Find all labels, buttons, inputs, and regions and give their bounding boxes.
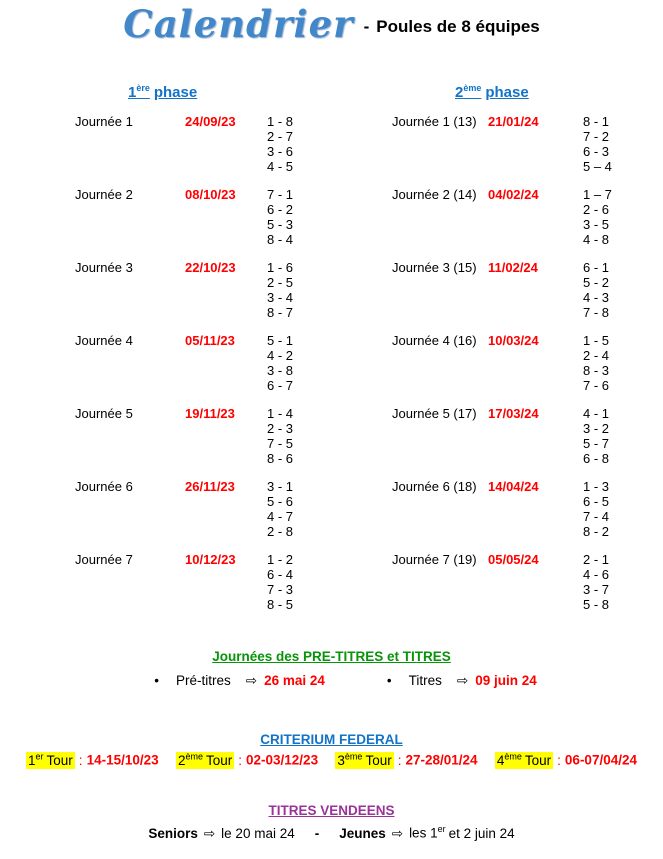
tour-num-suffix: ème xyxy=(504,751,522,761)
match-pair: 8 - 1 xyxy=(583,114,610,129)
match-pair: 3 - 6 xyxy=(267,144,294,159)
tour-highlight xyxy=(26,752,75,769)
match-pair: 6 - 4 xyxy=(267,567,294,582)
journee-date: 11/02/24 xyxy=(488,260,538,275)
match-pair: 8 - 7 xyxy=(267,305,294,320)
phase-1-rest: phase xyxy=(153,84,198,101)
phase-col-2 xyxy=(392,114,612,625)
tour-date: 06-07/04/24 xyxy=(564,752,637,768)
match-pair: 7 - 3 xyxy=(267,582,294,597)
journee-matches xyxy=(267,114,293,174)
phase-2-rest: phase xyxy=(485,84,529,101)
match-pair: 2 - 1 xyxy=(583,552,610,567)
seniors-date: le 20 mai 24 xyxy=(221,825,295,841)
journee-row xyxy=(75,333,293,393)
page-title xyxy=(0,2,663,46)
journee-date: 26/11/23 xyxy=(185,479,235,494)
journee-date: 14/04/24 xyxy=(488,479,539,494)
journee-label: Journée 3 (15) xyxy=(392,260,477,275)
criterium-header: CRITERIUM FEDERAL xyxy=(260,732,403,747)
journee-row xyxy=(75,260,293,320)
phase-1-num: 1 xyxy=(128,84,137,101)
tour-date: 27-28/01/24 xyxy=(405,752,478,768)
match-pair: 1 - 6 xyxy=(267,260,294,275)
journee-date: 05/11/23 xyxy=(185,333,235,348)
match-pair: 4 - 7 xyxy=(267,509,294,524)
tour-num: 3 xyxy=(337,752,345,768)
match-pair: 4 - 8 xyxy=(583,232,610,247)
phase-1-sup: ère xyxy=(136,83,150,93)
journee-label: Journée 6 (18) xyxy=(392,479,477,494)
match-pair: 7 - 5 xyxy=(267,436,294,451)
tour-colon: : xyxy=(557,752,561,768)
journee-row xyxy=(75,187,293,247)
journee-row xyxy=(75,406,293,466)
journee-row xyxy=(392,479,612,539)
criterium-tour xyxy=(176,751,318,768)
match-pair: 6 - 2 xyxy=(267,202,294,217)
journee-label: Journée 1 (13) xyxy=(392,114,477,129)
journee-date: 24/09/23 xyxy=(185,114,236,129)
journee-label: Journée 6 xyxy=(75,479,133,494)
match-pair: 4 - 2 xyxy=(267,348,294,363)
match-pair: 2 - 4 xyxy=(583,348,610,363)
right-arrow-icon: ⇨ xyxy=(391,825,404,842)
match-pair: 5 - 6 xyxy=(267,494,294,509)
journee-matches xyxy=(583,552,609,612)
match-pair: 5 - 8 xyxy=(583,597,610,612)
tour-date: 14-15/10/23 xyxy=(86,752,159,768)
journee-matches xyxy=(267,260,293,320)
journee-row xyxy=(392,260,612,320)
journee-label: Journée 7 xyxy=(75,552,133,567)
match-pair: 8 - 5 xyxy=(267,597,294,612)
match-pair: 2 - 7 xyxy=(267,129,294,144)
match-pair: 8 - 2 xyxy=(583,524,610,539)
phase-2-num: 2 xyxy=(455,84,464,101)
journee-label: Journée 1 xyxy=(75,114,133,129)
match-pair: 6 - 7 xyxy=(267,378,294,393)
journee-date: 17/03/24 xyxy=(488,406,539,421)
journee-matches xyxy=(583,406,609,466)
tour-highlight xyxy=(495,752,553,769)
criterium-tours-row xyxy=(0,751,663,768)
pretitres-item xyxy=(387,673,537,689)
phase-1-header xyxy=(128,83,197,101)
match-pair: 4 - 1 xyxy=(583,406,610,421)
journee-row xyxy=(75,114,293,174)
journee-date: 05/05/24 xyxy=(488,552,539,567)
pretitres-label: Pré-titres xyxy=(176,673,231,688)
journee-row xyxy=(392,333,612,393)
match-pair: 7 - 8 xyxy=(583,305,610,320)
journee-row xyxy=(392,406,612,466)
journee-matches xyxy=(267,406,293,466)
journee-row xyxy=(392,187,612,247)
journee-row xyxy=(392,114,612,174)
jeunes-label: Jeunes xyxy=(339,825,386,841)
match-pair: 8 - 6 xyxy=(267,451,294,466)
tour-word: Tour xyxy=(205,752,233,768)
journee-matches xyxy=(583,114,612,174)
bullet-icon: • xyxy=(386,673,392,688)
journee-matches xyxy=(267,552,293,612)
pretitres-label: Titres xyxy=(408,673,442,688)
journee-date: 21/01/24 xyxy=(488,114,539,129)
match-pair: 7 - 1 xyxy=(267,187,294,202)
match-pair: 3 - 8 xyxy=(267,363,294,378)
title-script: Calendrier xyxy=(123,2,354,46)
journee-label: Journée 2 xyxy=(75,187,133,202)
journee-date: 04/02/24 xyxy=(488,187,539,202)
tour-num-suffix: ème xyxy=(344,751,363,761)
tour-word: Tour xyxy=(524,752,552,768)
match-pair: 1 - 5 xyxy=(583,333,610,348)
match-pair: 6 - 1 xyxy=(583,260,610,275)
tour-num: 4 xyxy=(496,752,505,768)
match-pair: 5 - 7 xyxy=(583,436,610,451)
criterium-tour xyxy=(26,751,159,768)
journee-matches xyxy=(583,333,609,393)
phase-2-header xyxy=(455,83,529,101)
journee-row xyxy=(75,479,293,539)
journee-date: 22/10/23 xyxy=(185,260,236,275)
match-pair: 7 - 4 xyxy=(583,509,610,524)
title-subtitle xyxy=(364,17,540,46)
journee-label: Journée 7 (19) xyxy=(392,552,477,567)
phase-2-sup: ème xyxy=(463,83,482,93)
match-pair: 4 - 5 xyxy=(267,159,294,174)
match-pair: 8 - 3 xyxy=(583,363,610,378)
match-pair: 6 - 5 xyxy=(583,494,610,509)
match-pair: 5 - 2 xyxy=(583,275,610,290)
tour-word: Tour xyxy=(365,752,392,768)
match-pair: 7 - 6 xyxy=(583,378,610,393)
tour-highlight xyxy=(335,752,393,769)
journee-date: 19/11/23 xyxy=(185,406,235,421)
tour-date: 02-03/12/23 xyxy=(246,752,319,768)
tour-colon: : xyxy=(238,752,243,768)
pretitres-items-row xyxy=(14,673,663,689)
journee-matches xyxy=(267,479,293,539)
tour-word: Tour xyxy=(46,752,73,768)
match-pair: 4 - 3 xyxy=(583,290,610,305)
bullet-icon: • xyxy=(154,673,160,688)
pretitres-header: Journées des PRE-TITRES et TITRES xyxy=(212,649,451,664)
journee-date: 10/12/23 xyxy=(185,552,236,567)
tour-num-suffix: ème xyxy=(185,751,203,761)
tour-num-suffix: er xyxy=(35,751,44,761)
journee-label: Journée 2 (14) xyxy=(392,187,477,202)
journee-label: Journée 3 xyxy=(75,260,133,275)
right-arrow-icon: ⇨ xyxy=(203,825,216,842)
match-pair: 1 - 3 xyxy=(583,479,610,494)
tour-colon: : xyxy=(397,752,402,768)
journee-label: Journée 5 (17) xyxy=(392,406,477,421)
pretitres-date: 09 juin 24 xyxy=(475,673,537,688)
match-pair: 2 - 3 xyxy=(267,421,294,436)
match-pair: 2 - 6 xyxy=(583,202,610,217)
titres-vendeens-row xyxy=(0,824,663,842)
journee-matches xyxy=(583,260,609,320)
right-arrow-icon: ⇨ xyxy=(245,673,258,689)
match-pair: 6 - 3 xyxy=(583,144,610,159)
pretitres-item xyxy=(154,673,325,689)
tour-colon: : xyxy=(78,752,83,768)
match-pair: 5 - 3 xyxy=(267,217,294,232)
separator-dash: - xyxy=(314,825,320,841)
journee-matches xyxy=(583,187,612,247)
jeunes-date-sup: er xyxy=(437,824,446,834)
journee-date: 10/03/24 xyxy=(488,333,539,348)
match-pair: 7 - 2 xyxy=(583,129,610,144)
criterium-tour xyxy=(335,751,477,768)
journee-matches xyxy=(267,333,293,393)
phase-col-1 xyxy=(75,114,293,625)
match-pair: 8 - 4 xyxy=(267,232,294,247)
match-pair: 5 – 4 xyxy=(583,159,612,174)
match-pair: 5 - 1 xyxy=(267,333,294,348)
match-pair: 3 - 2 xyxy=(583,421,610,436)
match-pair: 1 – 7 xyxy=(583,187,612,202)
journee-row xyxy=(75,552,293,612)
title-subtitle-text: Poules de 8 équipes xyxy=(376,17,540,36)
journee-label: Journée 4 (16) xyxy=(392,333,477,348)
match-pair: 6 - 8 xyxy=(583,451,610,466)
journee-matches xyxy=(267,187,293,247)
title-dash: - xyxy=(363,17,370,36)
jeunes-date xyxy=(409,824,515,841)
match-pair: 1 - 8 xyxy=(267,114,294,129)
pretitres-date: 26 mai 24 xyxy=(264,673,325,688)
criterium-tour xyxy=(495,751,637,768)
tour-highlight xyxy=(176,752,234,769)
journee-label: Journée 4 xyxy=(75,333,133,348)
tour-num: 1 xyxy=(28,752,36,768)
match-pair: 1 - 4 xyxy=(267,406,294,421)
match-pair: 2 - 5 xyxy=(267,275,294,290)
journee-label: Journée 5 xyxy=(75,406,133,421)
match-pair: 3 - 5 xyxy=(583,217,610,232)
titres-vendeens-header: TITRES VENDEENS xyxy=(268,803,395,818)
jeunes-date-pre: les 1 xyxy=(409,825,438,841)
journee-date: 08/10/23 xyxy=(185,187,236,202)
journee-row xyxy=(392,552,612,612)
match-pair: 4 - 6 xyxy=(583,567,610,582)
tour-num: 2 xyxy=(177,752,186,768)
match-pair: 3 - 1 xyxy=(267,479,294,494)
seniors-label: Seniors xyxy=(148,825,198,841)
right-arrow-icon: ⇨ xyxy=(456,673,469,689)
match-pair: 3 - 4 xyxy=(267,290,294,305)
match-pair: 2 - 8 xyxy=(267,524,294,539)
match-pair: 1 - 2 xyxy=(267,552,294,567)
match-pair: 3 - 7 xyxy=(583,582,610,597)
jeunes-date-post: et 2 juin 24 xyxy=(448,825,515,841)
journee-matches xyxy=(583,479,609,539)
